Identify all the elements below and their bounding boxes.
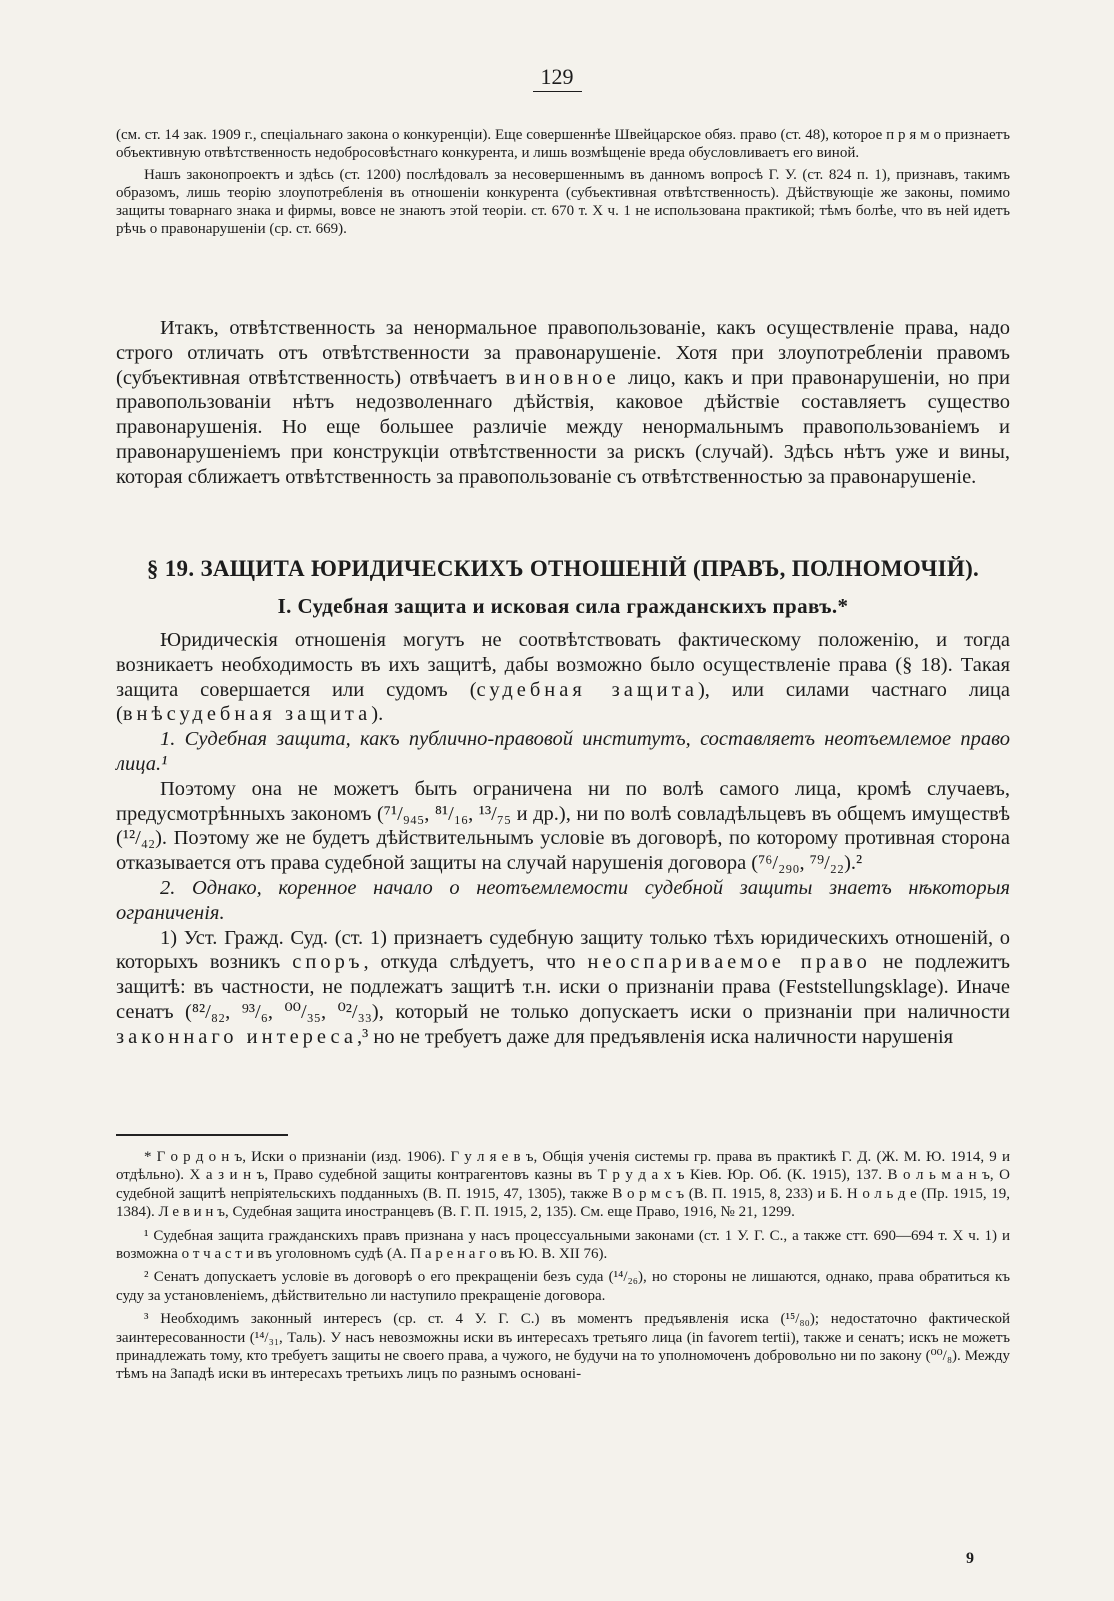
footnote-divider [116, 1134, 288, 1136]
footnote-2: ² Сенатъ допускаетъ условіе въ договорѣ о его прекращеніи безъ суда (¹⁴/₂₆), но стороны не лишаются, однако, права обратиться къ суду за установленіемъ, дѣйствительно ли наступило прекращеніе договора. [116, 1269, 1010, 1304]
section-heading: § 19. ЗАЩИТА ЮРИДИЧЕСКИХЪ ОТНОШЕНІЙ (ПРАВЪ, ПОЛНОМОЧІЙ). [146, 556, 980, 581]
paragraph-4: Поэтому она не можетъ быть ограничена ни по волѣ самого лица, кромѣ случаевъ, предусмотрѣнныхъ закономъ (⁷¹/₉₄₅, ⁸¹/₁₆, ¹³/₇₅ и др.), ни по волѣ совладѣльцевъ въ общемъ имуществѣ (¹²/₄₂). Поэтому же не будетъ дѣйствительнымъ условіе въ договорѣ, по которому противная сторона отказывается отъ права судебной защиты на случай нарушенія договора (⁷⁶/₂₉₀, ⁷⁹/₂₂).² [116, 777, 1010, 875]
main-text-block-2 [116, 628, 1010, 1050]
top-paragraph-1: (см. ст. 14 зак. 1909 г., спеціальнаго закона о конкуренціи). Еще совершеннѣе Швейцарское обяз. право (ст. 48), которое п р я м о признаетъ объективную отвѣтственность недобросовѣстнаго конкурента, и лишь возмѣщеніе вреда обусловливаетъ его виной. [116, 127, 1010, 161]
top-paragraph-2: Нашъ законопроектъ и здѣсь (ст. 1200) послѣдовалъ за несовершеннымъ въ данномъ вопросѣ Г. У. (ст. 824 п. 1), признавъ, такимъ образомъ, лишь теорію злоупотребленія въ отношеніи конкурента (субъективная отвѣтственность). Дѣйствующіе же законы, помимо защиты товарнаго знака и фирмы, вовсе не знаютъ этой теоріи. ст. 670 т. X ч. 1 не использована практикой; тѣмъ болѣе, что въ ней идетъ рѣчь о правонарушеніи (ср. ст. 669). [116, 167, 1010, 237]
footnote-1: ¹ Судебная защита гражданскихъ правъ признана у насъ процессуальными законами (ст. 1 У. Г. С., а также стт. 690—694 т. X ч. 1) и возможна о т ч а с т и въ уголовномъ судѣ (А. П а р е н а г о въ Ю. В. XII 76). [116, 1227, 1010, 1263]
paragraph-3-italic: 1. Судебная защита, какъ публично-правовой институтъ, составляетъ неотъемлемое право лица.¹ [116, 728, 1010, 775]
page-number: 129 [0, 64, 1114, 92]
footnote-star: * Г о р д о н ъ, Иски о признаніи (изд. 1906). Г у л я е в ъ, Общія ученія системы гр. права въ практикѣ Г. Д. (Ж. М. Ю. 1914, 9 и отдѣльно). Х а з и н ъ, Право судебной защиты контрагентовъ казны въ Т р у д а х ъ Кіев. Юр. Об. (К. 1915), 137. В о л ь м а н ъ, О судебной защитѣ непріятельскихъ подданныхъ (В. П. 1915, 47, 1305), также В о р м с ъ (В. П. 1915, 8, 233) и Б. Н о л ь д е (Пр. 1915, 19, 1384). Л е в и н ъ, Судебная защита иностранцевъ (В. Г. П. 1915, 2, 135). См. еще Право, 1916, № 21, 1299. [116, 1149, 1010, 1221]
paragraph-5-italic: 2. Однако, коренное начало о неотъемлемости судебной защиты знаетъ нѣкоторыя ограниченія. [116, 876, 1010, 924]
printer-signature: 9 [966, 1550, 974, 1567]
footnote-3: ³ Необходимъ законный интересъ (ср. ст. 4 У. Г. С.) въ моментъ предъявленія иска (¹⁵/₈₀); недостаточно фактической заинтересованности (¹⁴/₃₁, Таль). У насъ невозможны иски въ интересахъ третьяго лица (in favorem tertii), также и сенатъ; искъ не можетъ принадлежать тому, кто требуетъ защиты не своего права, а чужого, не будучи на то уполномоченъ добровольно ни по закону (⁰⁰/₈). Между тѣмъ на Западѣ иски въ интересахъ третьихъ лицъ по разнымъ основані- [116, 1311, 1010, 1383]
spaced-text: виновное [505, 366, 620, 389]
paragraph-6: 1) Уст. Гражд. Суд. (ст. 1) признаетъ судебную защиту только тѣхъ юридическихъ отношеній, о которыхъ возникъ споръ, откуда слѣдуетъ, что неоспариваемое право не подлежитъ защитѣ: въ частности, не подлежатъ защитѣ т.н. иски о признаніи права (Feststellungsklage). Иначе сенатъ (⁸²/₈₂, ⁹³/₆, ⁰⁰/₃₅, ⁰²/₃₃), который не только допускаетъ иски о признаніи при наличности законнаго интереса,³ но не требуетъ даже для предъявленія иска наличности нарушенія [116, 926, 1011, 1048]
subheading: I. Судебная защита и исковая сила гражданскихъ правъ.* [277, 594, 849, 618]
top-small-text [116, 126, 1010, 238]
footnotes [116, 1148, 1010, 1384]
main-text-block-1 [116, 316, 1010, 490]
paragraph-2: Юридическія отношенія могутъ не соотвѣтствовать фактическому положенію, и тогда возникаетъ необходимость въ ихъ защитѣ, дабы возможно было осуществленіе права (§ 18). Такая защита совершается или судомъ (судебная защита), или силами частнаго лица (внѣсудебная защита). [116, 629, 1011, 726]
paragraph-itak: Итакъ, отвѣтственность за ненормальное правопользованіе, какъ осуществленіе права, надо строго отличать отъ отвѣтственности за правонарушеніе. Хотя при злоупотребленіи правомъ (субъективная отвѣтственность) отвѣчаетъ виновное лицо, какъ и при правонарушеніи, но при правопользованіи нѣтъ недозволеннаго дѣйствія, каковое дѣйствіе составляетъ существо правонарушенія. Но еще большее различіе между ненормальнымъ правопользованіемъ и правонарушеніемъ при конструкціи отвѣтственности за рискъ (случай). Здѣсь нѣтъ уже и вины, которая сближаетъ отвѣтственность за правопользованіе съ отвѣтственностью за правонарушеніе. [116, 317, 1010, 488]
